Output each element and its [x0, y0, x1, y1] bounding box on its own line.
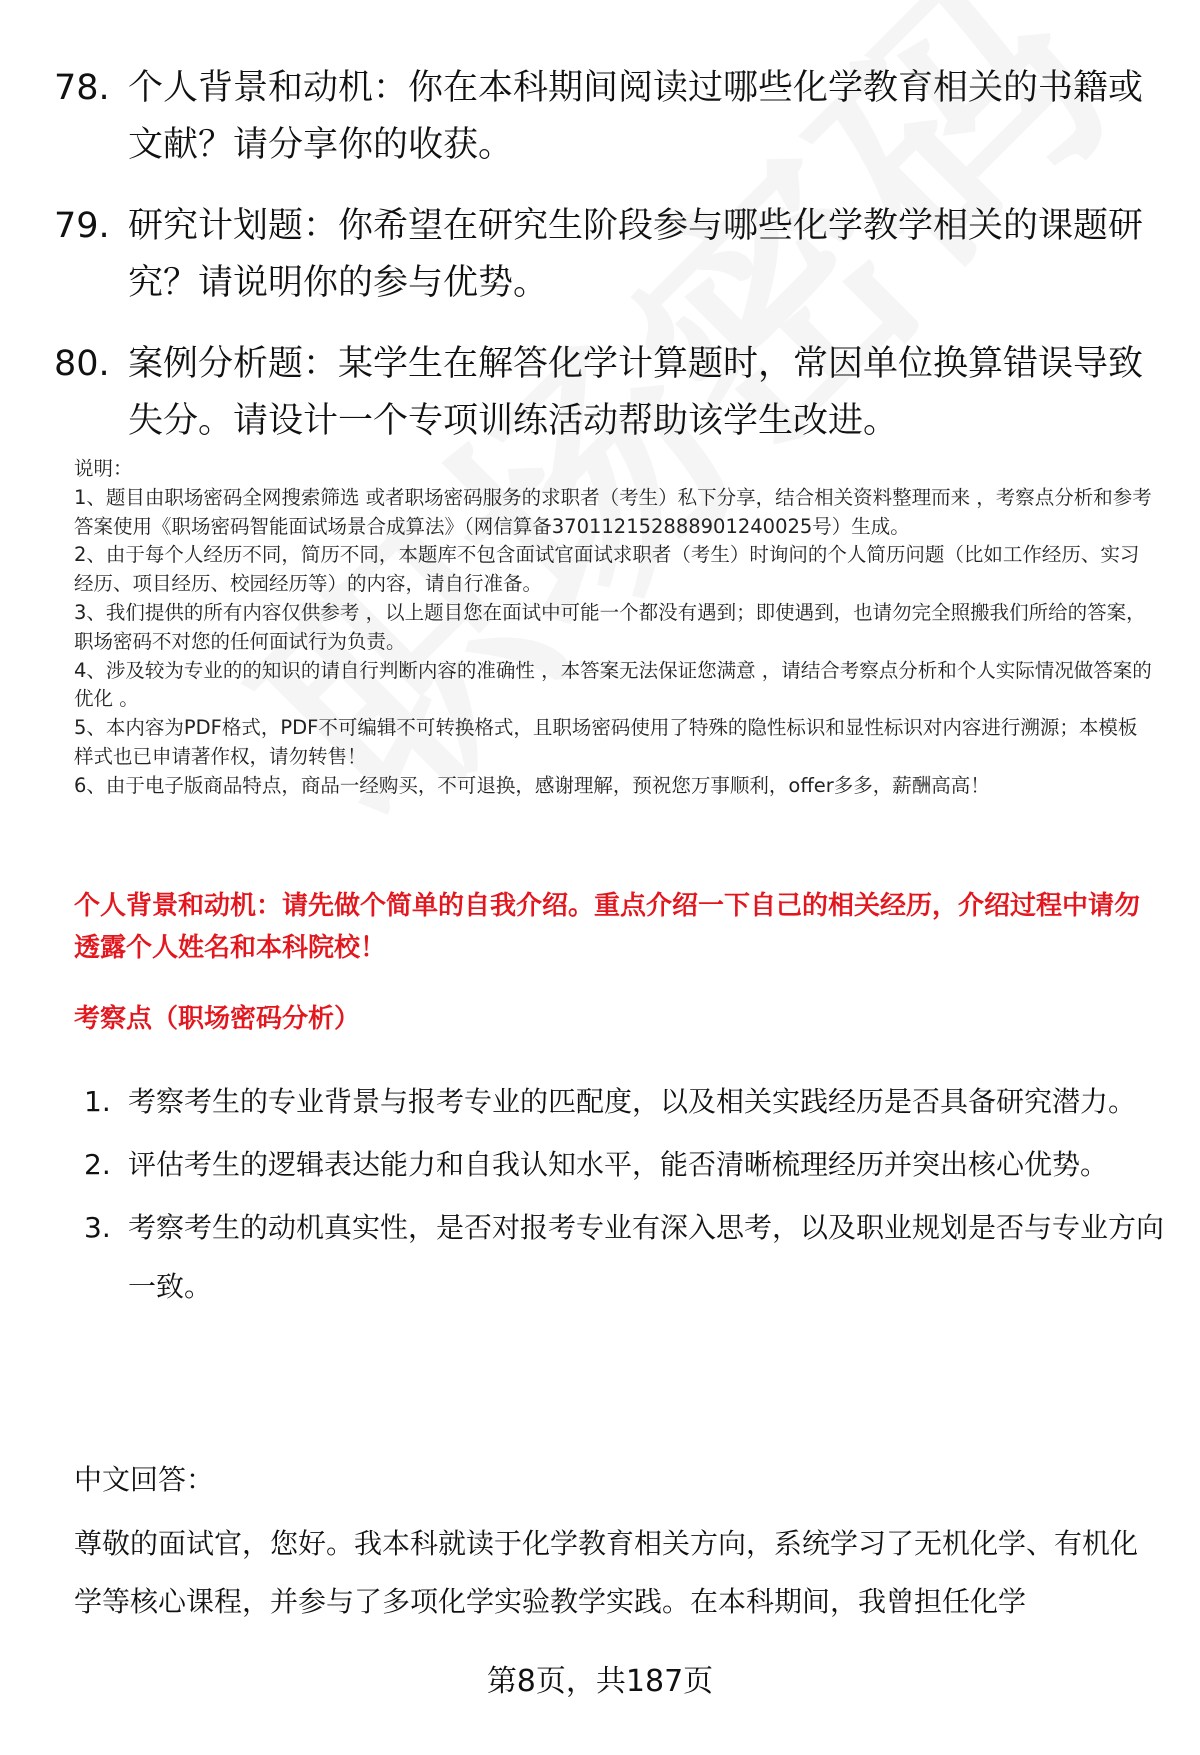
note-item: 2、由于每个人经历不同，简历不同，本题库不包含面试官面试求职者（考生）时询问的个人简历问题（比如工作经历、实习经历、项目经历、校园经历等）的内容，请自行准备。	[74, 543, 1140, 596]
question-item	[54, 60, 1154, 174]
answer-label: 中文回答：	[74, 1463, 215, 1496]
notes-section	[74, 455, 1154, 801]
question-number: 78.	[54, 68, 110, 108]
note-item: 5、本内容为PDF格式，PDF不可编辑不可转换格式，且职场密码使用了特殊的隐性标识和显性标识对内容进行溯源；本模板样式也已申请著作权，请勿转售！	[74, 716, 1138, 768]
analysis-point-number: 3.	[84, 1211, 111, 1244]
analysis-point	[84, 1072, 1164, 1131]
question-text: 研究计划题：你希望在研究生阶段参与哪些化学教学相关的课题研究？请说明你的参与优势。	[128, 206, 1144, 303]
current-question-heading: 个人背景和动机：请先做个简单的自我介绍。重点介绍一下自己的相关经历，介绍过程中请勿透露个人姓名和本科院校！	[74, 891, 1141, 963]
question-text: 个人背景和动机：你在本科期间阅读过哪些化学教育相关的书籍或文献？请分享你的收获。	[128, 68, 1144, 165]
question-list	[54, 60, 1154, 474]
analysis-point	[84, 1198, 1164, 1316]
analysis-point-number: 1.	[84, 1085, 111, 1118]
answer-text: 尊敬的面试官，您好。我本科就读于化学教育相关方向，系统学习了无机化学、有机化学等核心课程，并参与了多项化学实验教学实践。在本科期间，我曾担任化学	[74, 1527, 1139, 1618]
analysis-point	[84, 1135, 1164, 1194]
note-item: 6、由于电子版商品特点，商品一经购买，不可退换，感谢理解，预祝您万事顺利，offer多多，薪酬高高！	[74, 773, 990, 797]
question-number: 80.	[54, 344, 110, 384]
question-number: 79.	[54, 206, 110, 246]
question-text: 案例分析题：某学生在解答化学计算题时，常因单位换算错误导致失分。请设计一个专项训练活动帮助该学生改进。	[128, 344, 1144, 441]
analysis-point-text: 评估考生的逻辑表达能力和自我认知水平，能否清晰梳理经历并突出核心优势。	[128, 1148, 1109, 1181]
question-item	[54, 198, 1154, 312]
analysis-point-text: 考察考生的动机真实性，是否对报考专业有深入思考，以及职业规划是否与专业方向一致。	[128, 1211, 1165, 1303]
note-item: 1、题目由职场密码全网搜索筛选 或者职场密码服务的求职者（考生）私下分享，结合相关资料整理而来 ，考察点分析和参考答案使用《职场密码智能面试场景合成算法》（网信算备370112152888901240025号）生成。	[74, 485, 1152, 538]
page-footer: 第8页，共187页	[486, 1664, 714, 1699]
analysis-point-text: 考察考生的专业背景与报考专业的匹配度，以及相关实践经历是否具备研究潜力。	[128, 1085, 1137, 1118]
notes-title: 说明：	[74, 457, 133, 480]
note-item: 4、涉及较为专业的的知识的请自行判断内容的准确性 ，本答案无法保证您满意 ，请结合考察点分析和个人实际情况做答案的优化 。	[74, 658, 1152, 711]
analysis-heading: 考察点（职场密码分析）	[74, 1004, 361, 1034]
question-item	[54, 336, 1154, 450]
analysis-points	[84, 1072, 1164, 1320]
note-item: 3、我们提供的所有内容仅供参考 ，以上题目您在面试中可能一个都没有遇到；即使遇到，也请勿完全照搬我们所给的答案，职场密码不对您的任何面试行为负责。	[74, 600, 1146, 653]
analysis-point-number: 2.	[84, 1148, 111, 1181]
